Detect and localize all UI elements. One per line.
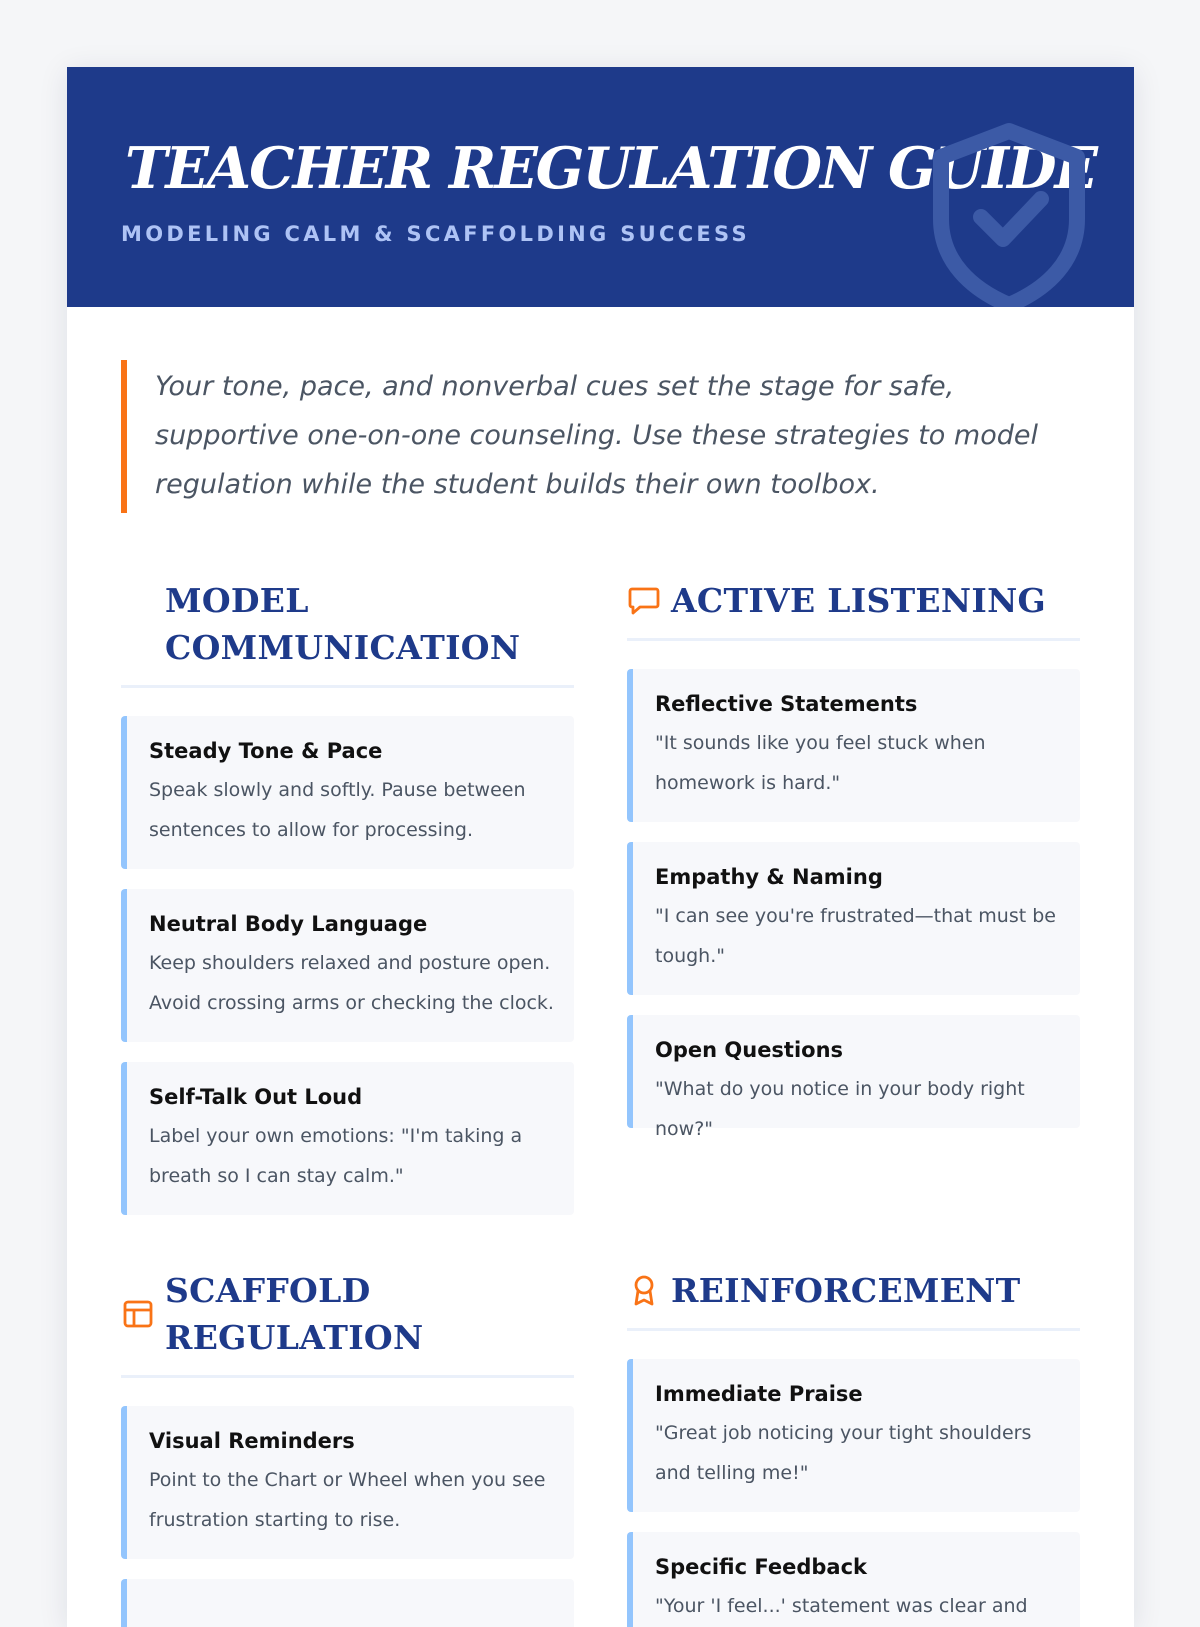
tip-card <box>627 1359 1080 1512</box>
section-title: MODEL COMMUNICATION <box>165 581 521 667</box>
tip-text: Label your own emotions: "I'm taking a breath so I can stay calm." <box>149 1125 523 1187</box>
tip-text: "Great job noticing your tight shoulders and telling me!" <box>655 1422 1032 1484</box>
tip-title: Self-Talk Out Loud <box>149 1085 363 1109</box>
section-title: SCAFFOLD REGULATION <box>165 1271 424 1357</box>
tip-title: Neutral Body Language <box>149 912 428 936</box>
tip-card <box>627 842 1080 995</box>
section-title: REINFORCEMENT <box>671 1271 1021 1310</box>
tip-text: "It sounds like you feel stuck when homework is hard." <box>655 732 986 794</box>
award-ribbon-icon <box>627 1273 661 1307</box>
tip-title: Visual Reminders <box>149 1429 355 1453</box>
page-subtitle: MODELING CALM & SCAFFOLDING SUCCESS <box>121 222 750 246</box>
tip-title: Specific Feedback <box>655 1555 867 1579</box>
tip-card <box>627 669 1080 822</box>
section-active-listening <box>627 577 1080 1140</box>
tip-card <box>627 1015 1080 1140</box>
tip-card <box>121 716 574 869</box>
guide-card <box>67 67 1134 1627</box>
section-header <box>121 577 574 688</box>
section-header <box>627 1267 1080 1331</box>
header-banner <box>67 67 1134 307</box>
section-reinforcement <box>627 1267 1080 1627</box>
section-header <box>121 1267 574 1378</box>
section-header <box>627 577 1080 641</box>
tip-title: Reflective Statements <box>655 692 918 716</box>
tip-text: Point to the Chart or Wheel when you see frustration starting to rise. <box>149 1469 546 1531</box>
tip-card <box>121 1406 574 1559</box>
section-title: ACTIVE LISTENING <box>671 581 1047 620</box>
tip-text: "What do you notice in your body right now?" <box>655 1078 1025 1140</box>
megaphone-icon <box>121 583 155 617</box>
tip-text: Speak slowly and softly. Pause between sentences to allow for processing. <box>149 779 526 841</box>
layout-panel-icon <box>121 1297 155 1331</box>
shield-check-icon <box>919 119 1099 307</box>
tip-title: Open Questions <box>655 1038 844 1062</box>
tip-text: "Your 'I feel...' statement was clear and <box>655 1595 1028 1617</box>
tip-title: Immediate Praise <box>655 1382 863 1406</box>
tip-card <box>121 1062 574 1215</box>
tip-text: "I can see you're frustrated—that must be tough." <box>655 905 1056 967</box>
intro-quote: Your tone, pace, and nonverbal cues set the stage for safe, supportive one-on-one counseling. Use these strategies to model regulation while the student builds their own toolbox. <box>121 360 1075 513</box>
tip-card <box>121 889 574 1042</box>
tip-card <box>121 1579 574 1627</box>
tip-text: Keep shoulders relaxed and posture open. Avoid crossing arms or checking the clock. <box>149 952 554 1014</box>
tip-card <box>627 1532 1080 1627</box>
section-scaffold-regulation <box>121 1267 574 1627</box>
tip-title: Steady Tone & Pace <box>149 739 383 763</box>
section-model-communication <box>121 577 574 1215</box>
chat-bubble-icon <box>627 583 661 617</box>
page-title: TEACHER REGULATION GUIDE <box>125 135 1096 202</box>
tip-title: Empathy & Naming <box>655 865 883 889</box>
